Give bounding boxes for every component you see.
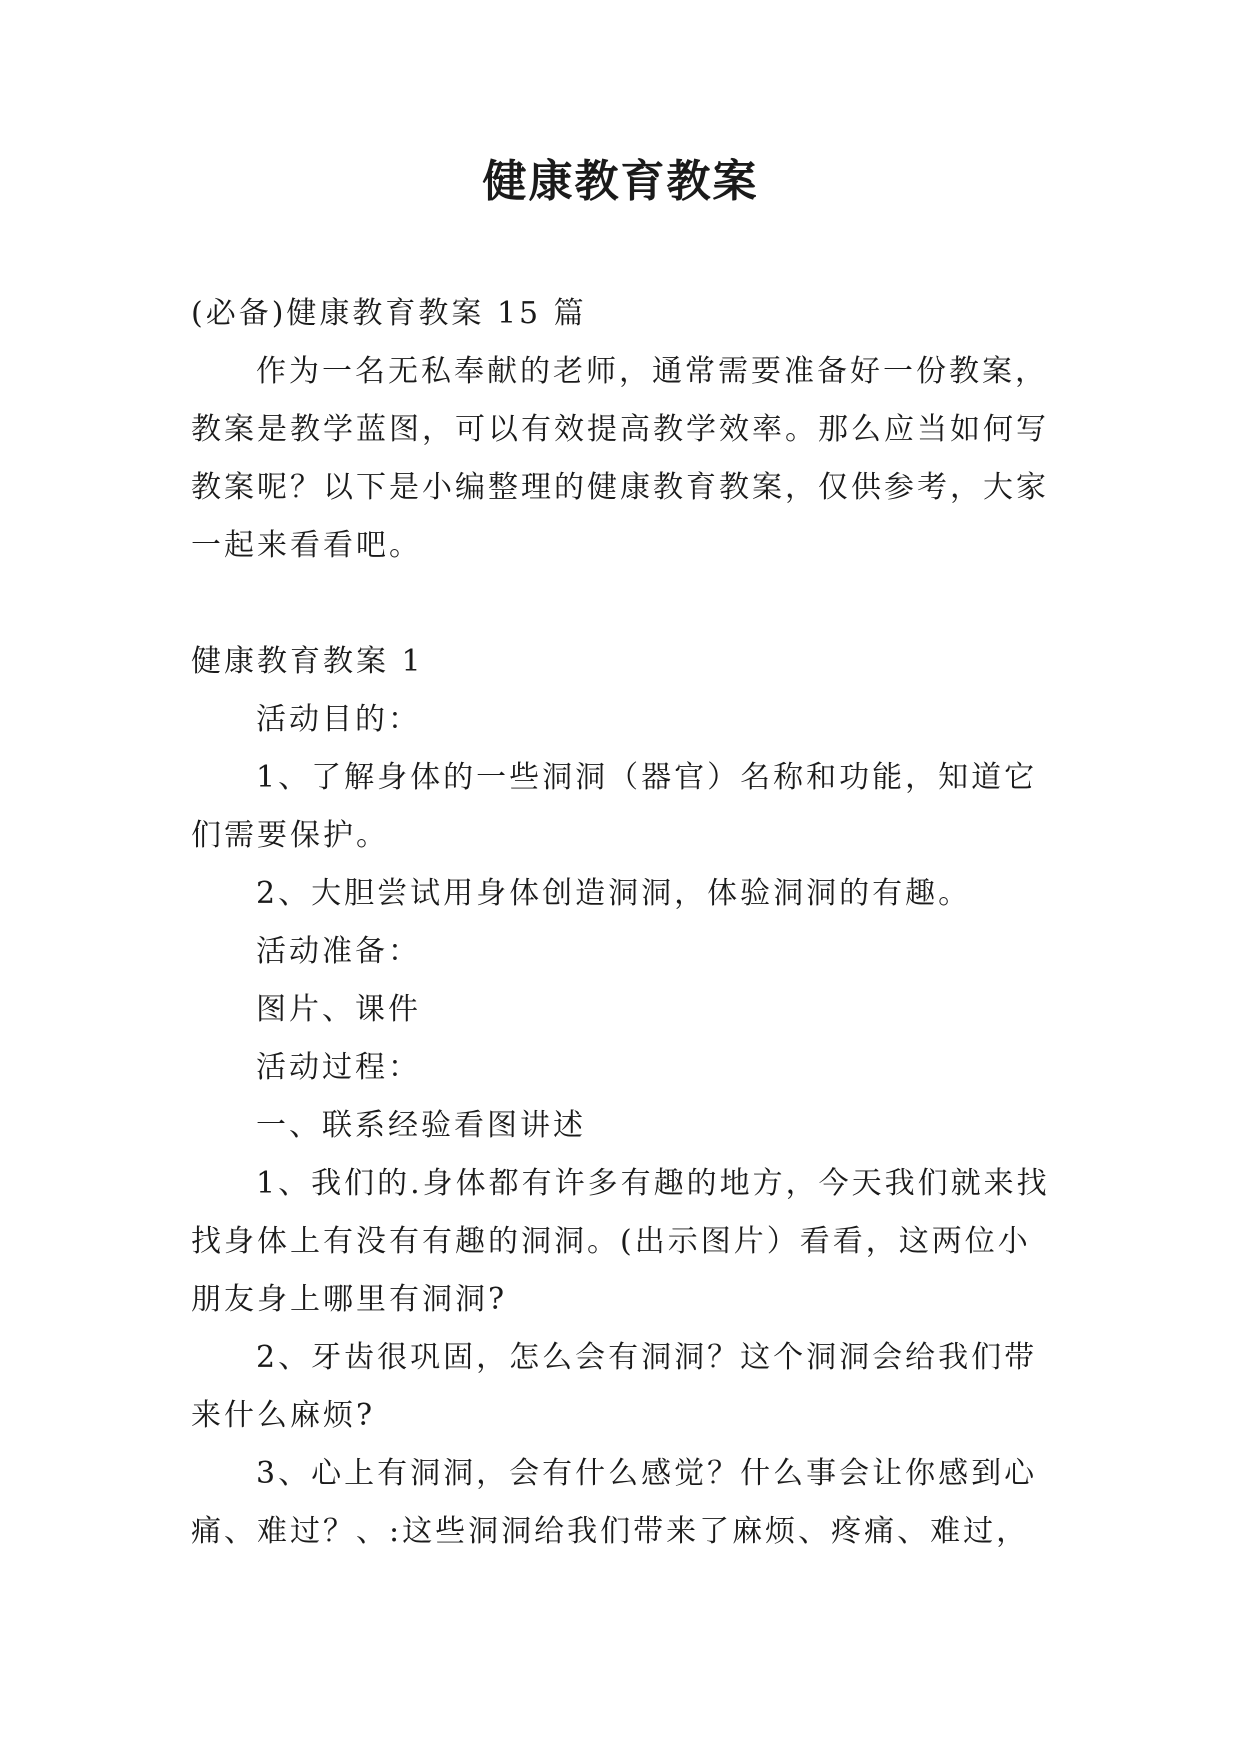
paragraph-prep-label: 活动准备： (256, 934, 421, 969)
paragraph-step-heading: 一、联系经验看图讲述 (256, 1108, 586, 1143)
document-body (191, 285, 1061, 1561)
paragraph-step-3: 3、心上有洞洞，会有什么感觉？什么事会让你感到心痛、难过？、:这些洞洞给我们带来了麻烦、疼痛、难过， (191, 1456, 1038, 1549)
paragraph-goal-label: 活动目的： (256, 702, 421, 737)
paragraph-step-2: 2、牙齿很巩固，怎么会有洞洞？这个洞洞会给我们带来什么麻烦? (191, 1340, 1038, 1433)
paragraph-step-1: 1、我们的.身体都有许多有趣的地方，今天我们就来找找身体上有没有有趣的洞洞。(出示图片）看看，这两位小朋友身上哪里有洞洞? (191, 1166, 1050, 1317)
paragraph-process-label: 活动过程： (256, 1050, 421, 1085)
document-title: 健康教育教案 (482, 156, 759, 207)
subtitle-line: (必备)健康教育教案 15 篇 (191, 296, 587, 331)
intro-paragraph: 作为一名无私奉献的老师，通常需要准备好一份教案，教案是教学蓝图，可以有效提高教学效率。那么应当如何写教案呢？以下是小编整理的健康教育教案，仅供参考，大家一起来看看吧。 (191, 354, 1049, 563)
section-spacer (191, 575, 1061, 633)
paragraph-goal-1: 1、了解身体的一些洞洞（器官）名称和功能，知道它们需要保护。 (191, 760, 1038, 853)
paragraph-prep-items: 图片、课件 (256, 992, 421, 1027)
section-heading: 健康教育教案 1 (191, 644, 424, 679)
paragraph-goal-2: 2、大胆尝试用身体创造洞洞，体验洞洞的有趣。 (256, 876, 972, 911)
